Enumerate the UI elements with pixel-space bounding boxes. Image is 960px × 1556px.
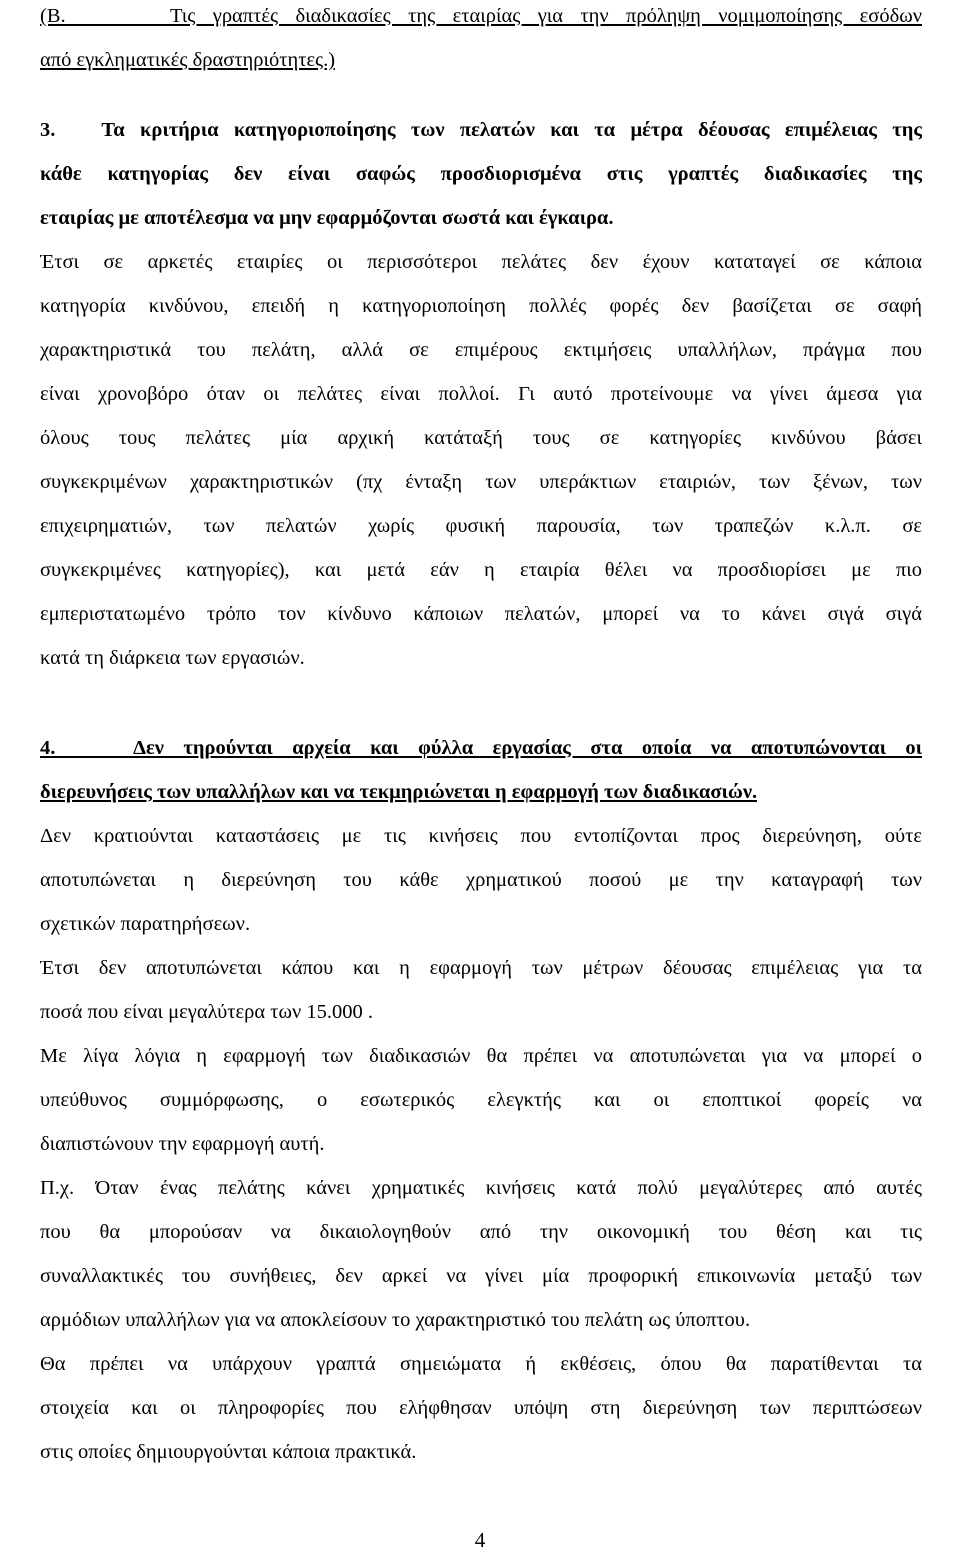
section-3-body-line-8: συγκεκριμένες κατηγορίες), και μετά εάν η εταιρία θέλει να προσδιορίσει με πιο xyxy=(40,559,922,581)
section-4-para4-line-3: συναλλακτικές του συνήθειες, δεν αρκεί να γίνει μία προφορική επικοινωνία μεταξύ των xyxy=(40,1265,922,1287)
section-3-body-line-10: κατά τη διάρκεια των εργασιών. xyxy=(40,647,305,669)
section-4-para3-line-1: Με λίγα λόγια η εφαρμογή των διαδικασιών θα πρέπει να αποτυπώνεται για να μπορεί ο xyxy=(40,1045,922,1067)
section-3-heading-line-1: 3. Τα κριτήρια κατηγοριοποίησης των πελατών και τα μέτρα δέουσας επιμέλειας της xyxy=(40,119,922,141)
section-4-para3-line-3: διαπιστώνουν την εφαρμογή αυτή. xyxy=(40,1133,325,1155)
section-4-para4-line-1: Π.χ. Όταν ένας πελάτης κάνει χρηματικές κινήσεις κατά πολύ μεγαλύτερες από αυτές xyxy=(40,1177,922,1199)
section-4-para2-line-1: Έτσι δεν αποτυπώνεται κάπου και η εφαρμογή των μέτρων δέουσας επιμέλειας για τα xyxy=(40,957,922,979)
section-4-heading-line-2: διερευνήσεις των υπαλλήλων και να τεκμηριώνεται η εφαρμογή των διαδικασιών. xyxy=(40,781,758,803)
section-4-heading-line-1: 4. Δεν τηρούνται αρχεία και φύλλα εργασίας στα οποία να αποτυπώνονται οι xyxy=(40,737,922,759)
section-3-body-line-7: επιχειρηματιών, των πελατών χωρίς φυσική παρουσία, των τραπεζών κ.λ.π. σε xyxy=(40,515,922,537)
section-3 xyxy=(40,108,922,680)
page-number: 4 xyxy=(474,1528,486,1552)
section-3-body-line-3: χαρακτηριστικά του πελάτη, αλλά σε επιμέρους εκτιμήσεις υπαλλήλων, πράγμα που xyxy=(40,339,922,361)
section-4-para3-line-2: υπεύθυνος συμμόρφωσης, ο εσωτερικός ελεγκτής και οι εποπτικοί φορείς να xyxy=(40,1089,922,1111)
section-3-body-line-5: όλους τους πελάτες μία αρχική κατάταξή τους σε κατηγορίες κινδύνου βάσει xyxy=(40,427,922,449)
section-4-para2-line-2: ποσά που είναι μεγαλύτερα των 15.000 . xyxy=(40,1001,373,1023)
section-3-body-line-9: εμπεριστατωμένο τρόπο τον κίνδυνο κάποιων πελατών, μπορεί να το κάνει σιγά σιγά xyxy=(40,603,922,625)
section-4-para1-line-2: αποτυπώνεται η διερεύνηση του κάθε χρηματικού ποσού με την καταγραφή των xyxy=(40,869,922,891)
section-4-para4-line-4: αρμόδιων υπαλλήλων για να αποκλείσουν το χαρακτηριστικό του πελάτη ως ύποπτου. xyxy=(40,1309,751,1331)
section-4 xyxy=(40,726,922,1474)
section-4-para5-line-2: στοιχεία και οι πληροφορίες που ελήφθησαν υπόψη στη διερεύνηση των περιπτώσεων xyxy=(40,1397,922,1419)
section-b-line-2: από εγκληματικές δραστηριότητες.) xyxy=(40,49,336,71)
section-4-para4-line-2: που θα μπορούσαν να δικαιολογηθούν από την οικονομική του θέση και τις xyxy=(40,1221,922,1243)
section-3-heading-line-2: κάθε κατηγορίας δεν είναι σαφώς προσδιορισμένα στις γραπτές διαδικασίες της xyxy=(40,163,922,185)
section-4-para1-line-3: σχετικών παρατηρήσεων. xyxy=(40,913,251,935)
section-b-heading xyxy=(40,0,922,98)
section-4-para5-line-1: Θα πρέπει να υπάρχουν γραπτά σημειώματα ή εκθέσεις, όπου θα παρατίθενται τα xyxy=(40,1353,922,1375)
section-3-body-line-2: κατηγορία κινδύνου, επειδή η κατηγοριοποίηση πολλές φορές δεν βασίζεται σε σαφή xyxy=(40,295,922,317)
section-4-para1-line-1: Δεν κρατιούνται καταστάσεις με τις κινήσεις που εντοπίζονται προς διερεύνηση, ούτε xyxy=(40,825,922,847)
section-3-body-line-4: είναι χρονοβόρο όταν οι πελάτες είναι πολλοί. Γι αυτό προτείνουμε να γίνει άμεσα για xyxy=(40,383,922,405)
section-3-body-line-6: συγκεκριμένων χαρακτηριστικών (πχ ένταξη των υπεράκτιων εταιριών, των ξένων, των xyxy=(40,471,922,493)
section-4-para5-line-3: στις οποίες δημιουργούνται κάποια πρακτικά. xyxy=(40,1441,417,1463)
section-3-heading-line-3: εταιρίας με αποτέλεσμα να μην εφαρμόζονται σωστά και έγκαιρα. xyxy=(40,207,614,229)
section-b-line-1: (B. Τις γραπτές διαδικασίες της εταιρίας για την πρόληψη νομιμοποίησης εσόδων xyxy=(40,5,922,27)
section-3-body-line-1: Έτσι σε αρκετές εταιρίες οι περισσότεροι πελάτες δεν έχουν καταταγεί σε κάποια xyxy=(40,251,922,273)
